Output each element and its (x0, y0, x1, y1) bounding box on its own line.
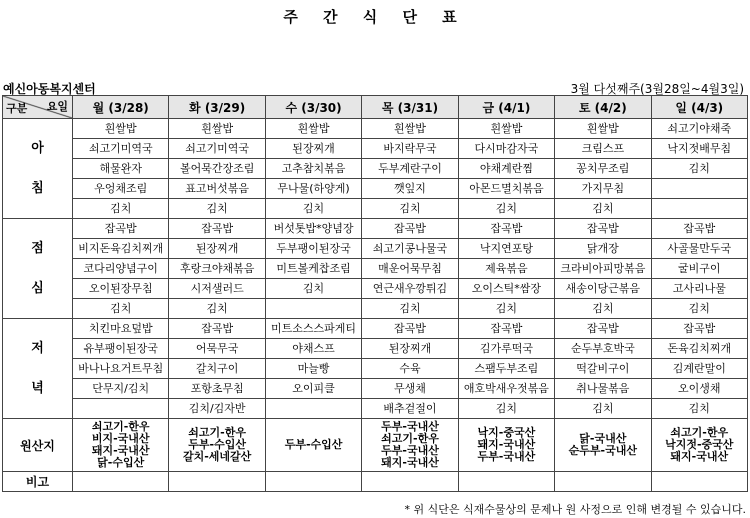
origin-entry: 두부-국내산 (381, 444, 439, 457)
origin-entry: 돼지-국내산 (91, 444, 150, 457)
menu-item: 매운어묵무침 (362, 259, 458, 279)
meal-row (3, 399, 748, 419)
day-header: 일 (4/3) (651, 96, 747, 119)
note-cell (169, 472, 265, 492)
origin-entry: 두부-수입산 (188, 438, 246, 451)
origin-entry: 돼지-국내산 (381, 456, 439, 469)
menu-item: 흰쌀밥 (73, 119, 169, 139)
origin-entry: 순두부-국내산 (568, 444, 637, 457)
menu-item: 김계란말이 (651, 359, 747, 379)
meal-label (3, 319, 73, 419)
menu-item: 취나물볶음 (555, 379, 651, 399)
menu-item: 잡곡밥 (651, 319, 747, 339)
day-header: 수 (3/30) (265, 96, 361, 119)
menu-item: 단무지/김치 (73, 379, 169, 399)
meal-label-top: 점 (31, 240, 44, 256)
menu-item: 김치 (73, 199, 169, 219)
menu-item: 야채계란찜 (458, 159, 554, 179)
note-cell (555, 472, 651, 492)
menu-item: 돈육김치찌개 (651, 339, 747, 359)
meal-row (3, 379, 748, 399)
menu-item: 수육 (362, 359, 458, 379)
menu-item: 어묵무국 (169, 339, 265, 359)
menu-item: 제육볶음 (458, 259, 554, 279)
menu-item: 김치 (169, 299, 265, 319)
menu-item: 표고버섯볶음 (169, 179, 265, 199)
menu-item: 시저샐러드 (169, 279, 265, 299)
meal-row (3, 139, 748, 159)
menu-item: 바나나요거트무침 (73, 359, 169, 379)
menu-item: 볼어묵간장조림 (169, 159, 265, 179)
menu-item: 김치 (555, 199, 651, 219)
origin-entry: 쇠고기-한우 (91, 420, 150, 433)
origin-entry: 돼지-국내산 (477, 438, 536, 451)
menu-item: 흰쌀밥 (265, 119, 361, 139)
origin-entry: 갈치-세네갈산 (182, 450, 252, 463)
note-row (3, 472, 748, 492)
menu-item: 쇠고기야채죽 (651, 119, 747, 139)
menu-item: 잡곡밥 (169, 319, 265, 339)
menu-item: 포항초무침 (169, 379, 265, 399)
menu-item: 꽁치무조림 (555, 159, 651, 179)
menu-item: 깻잎지 (362, 179, 458, 199)
menu-item: 닭개장 (555, 239, 651, 259)
menu-item: 스팸두부조림 (458, 359, 554, 379)
menu-item: 김치 (555, 299, 651, 319)
note-cell (651, 472, 747, 492)
menu-item: 쇠고기미역국 (73, 139, 169, 159)
menu-item: 미트볼케찹조림 (265, 259, 361, 279)
origin-cell (458, 419, 554, 472)
menu-item: 굴비구이 (651, 259, 747, 279)
origin-entry: 돼지-국내산 (670, 450, 729, 463)
corner-top-label: 요일 (46, 100, 68, 113)
header-row (3, 96, 748, 119)
menu-item: 순두부호박국 (555, 339, 651, 359)
menu-item: 버섯톳밥*양념장 (265, 219, 361, 239)
day-header: 금 (4/1) (458, 96, 554, 119)
day-header: 목 (3/31) (362, 96, 458, 119)
menu-item: 해물완자 (73, 159, 169, 179)
origin-label: 원산지 (3, 419, 73, 472)
meal-label-bottom: 심 (31, 280, 44, 296)
meal-row (3, 219, 748, 239)
menu-item: 비지돈육김치찌개 (73, 239, 169, 259)
menu-item: 김가루떡국 (458, 339, 554, 359)
meal-row (3, 159, 748, 179)
origin-entry: 닭-국내산 (579, 432, 627, 445)
meal-row (3, 179, 748, 199)
note-cell (73, 472, 169, 492)
weekly-menu-table (2, 95, 748, 492)
note-cell (265, 472, 361, 492)
menu-item: 김치 (651, 159, 747, 179)
menu-item: 배추겉절이 (362, 399, 458, 419)
menu-item: 고사리나물 (651, 279, 747, 299)
menu-item: 김치 (458, 199, 554, 219)
origin-entry: 두부-수입산 (284, 438, 343, 451)
menu-item: 무생채 (362, 379, 458, 399)
note-cell (362, 472, 458, 492)
meal-row (3, 359, 748, 379)
menu-item: 김치 (458, 399, 554, 419)
corner-cell (3, 96, 73, 119)
menu-item: 후랑크야채볶음 (169, 259, 265, 279)
menu-item: 김치 (265, 199, 361, 219)
menu-item (73, 399, 169, 419)
menu-item (265, 299, 361, 319)
menu-item: 크라비아피망볶음 (555, 259, 651, 279)
day-header: 화 (3/29) (169, 96, 265, 119)
menu-item: 잡곡밥 (362, 319, 458, 339)
origin-entry: 낙지-중국산 (477, 426, 536, 439)
meal-row (3, 259, 748, 279)
menu-item: 김치 (458, 299, 554, 319)
week-label: 3월 다섯째주(3월28일~4월3일) (570, 82, 744, 96)
day-header: 월 (3/28) (73, 96, 169, 119)
origin-row (3, 419, 748, 472)
menu-item: 다시마감자국 (458, 139, 554, 159)
origin-cell (651, 419, 747, 472)
menu-item (651, 179, 747, 199)
menu-item: 잡곡밥 (73, 219, 169, 239)
menu-item: 된장찌개 (169, 239, 265, 259)
menu-item: 두부팽이된장국 (265, 239, 361, 259)
menu-item: 된장찌개 (362, 339, 458, 359)
menu-item: 마늘빵 (265, 359, 361, 379)
menu-item: 김치 (651, 299, 747, 319)
menu-item (265, 399, 361, 419)
menu-item: 크림스프 (555, 139, 651, 159)
meal-row (3, 299, 748, 319)
menu-item: 낙지연포탕 (458, 239, 554, 259)
origin-entry: 닭-수입산 (97, 456, 145, 469)
meal-label (3, 119, 73, 219)
menu-item: 애호박새우젓볶음 (458, 379, 554, 399)
meal-row (3, 119, 748, 139)
menu-item: 잡곡밥 (555, 319, 651, 339)
menu-item: 아몬드멸치볶음 (458, 179, 554, 199)
origin-cell (73, 419, 169, 472)
meal-row (3, 199, 748, 219)
menu-item: 잡곡밥 (458, 219, 554, 239)
corner-bottom-label: 구분 (6, 102, 28, 115)
menu-item: 김치 (73, 299, 169, 319)
meal-row (3, 339, 748, 359)
meal-row (3, 239, 748, 259)
meal-label-top: 저 (31, 340, 44, 356)
meal-label (3, 219, 73, 319)
page-title: 주 간 식 단 표 (283, 8, 467, 26)
menu-item: 흰쌀밥 (555, 119, 651, 139)
meal-label-bottom: 녁 (31, 380, 44, 396)
menu-item: 김치 (362, 199, 458, 219)
menu-item: 새송이당근볶음 (555, 279, 651, 299)
origin-entry: 쇠고기-한우 (188, 426, 246, 439)
menu-item: 쇠고기콩나물국 (362, 239, 458, 259)
menu-item: 오이피클 (265, 379, 361, 399)
menu-item: 잡곡밥 (458, 319, 554, 339)
menu-item: 떡갈비구이 (555, 359, 651, 379)
menu-item: 김치 (265, 279, 361, 299)
meal-label-bottom: 침 (31, 180, 44, 196)
note-cell (458, 472, 554, 492)
menu-item: 낙지젓배무침 (651, 139, 747, 159)
menu-item: 김치 (651, 399, 747, 419)
meal-label-top: 아 (31, 140, 44, 156)
menu-item: 김치 (169, 199, 265, 219)
menu-item: 갈치구이 (169, 359, 265, 379)
menu-item: 흰쌀밥 (169, 119, 265, 139)
origin-cell (362, 419, 458, 472)
origin-entry: 비지-국내산 (91, 432, 150, 445)
menu-item: 바지락무국 (362, 139, 458, 159)
menu-item: 된장찌개 (265, 139, 361, 159)
origin-entry: 두부-국내산 (477, 450, 536, 463)
menu-item: 잡곡밥 (362, 219, 458, 239)
menu-item: 오이생채 (651, 379, 747, 399)
meal-row (3, 279, 748, 299)
origin-cell (555, 419, 651, 472)
menu-item: 사골물만두국 (651, 239, 747, 259)
origin-entry: 낙지젓-중국산 (665, 438, 734, 451)
footnote: * 위 식단은 식재수물상의 문제나 원 사정으로 인해 변경될 수 있습니다. (404, 503, 746, 516)
menu-item (651, 199, 747, 219)
origin-entry: 쇠고기-한우 (381, 432, 439, 445)
origin-entry: 두부-국내산 (381, 420, 439, 433)
menu-item: 흰쌀밥 (362, 119, 458, 139)
menu-item: 쇠고기미역국 (169, 139, 265, 159)
menu-item: 오이스틱*쌈장 (458, 279, 554, 299)
menu-item: 잡곡밥 (169, 219, 265, 239)
day-header: 토 (4/2) (555, 96, 651, 119)
origin-entry: 쇠고기-한우 (670, 426, 729, 439)
menu-item: 잡곡밥 (651, 219, 747, 239)
menu-item: 오이된장무침 (73, 279, 169, 299)
origin-cell (265, 419, 361, 472)
menu-item: 미트소스스파게티 (265, 319, 361, 339)
menu-item: 치킨마요덮밥 (73, 319, 169, 339)
menu-item: 무나물(하양게) (265, 179, 361, 199)
center-name: 예신아동복지센터 (3, 82, 96, 96)
menu-item: 고추참치볶음 (265, 159, 361, 179)
menu-item: 잡곡밥 (555, 219, 651, 239)
menu-item: 흰쌀밥 (458, 119, 554, 139)
menu-item: 김치 (362, 299, 458, 319)
menu-item: 김치 (555, 399, 651, 419)
menu-item: 두부계란구이 (362, 159, 458, 179)
menu-item: 가지무침 (555, 179, 651, 199)
menu-item: 연근새우깡튀김 (362, 279, 458, 299)
menu-item: 우엉채조림 (73, 179, 169, 199)
menu-item: 코다리양념구이 (73, 259, 169, 279)
menu-item: 유부팽이된장국 (73, 339, 169, 359)
menu-item: 김치/김자반 (169, 399, 265, 419)
meal-row (3, 319, 748, 339)
origin-cell (169, 419, 265, 472)
note-label: 비고 (3, 472, 73, 492)
menu-item: 야채스프 (265, 339, 361, 359)
